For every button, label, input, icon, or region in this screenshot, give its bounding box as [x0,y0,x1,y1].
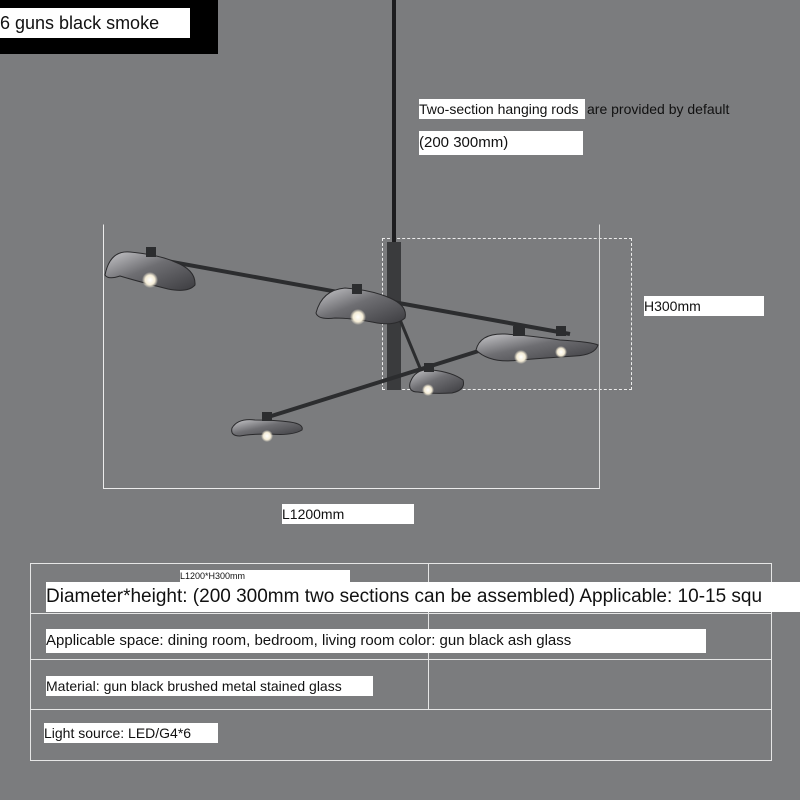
spec-space: Applicable space: dining room, bedroom, living room color: gun black ash glass [46,629,706,653]
lamp-shade [476,326,598,364]
rod-lengths-note: (200 300mm) [419,131,583,155]
table-divider [31,709,771,710]
lamp-shade [105,247,195,290]
rods-highlight-note: Two-section hanging rods [419,99,585,119]
spec-material: Material: gun black brushed metal stained glass [46,676,373,696]
rods-default-note: are provided by default [587,101,730,117]
length-label: L1200mm [282,504,414,524]
spec-light-source: Light source: LED/G4*6 [44,723,218,743]
spec-diameter: Diameter*height: (200 300mm two sections can be assembled) Applicable: 10-15 squ [46,582,800,612]
lamp-shade [410,363,464,396]
table-divider [31,659,771,660]
height-label: H300mm [644,296,764,316]
table-divider [31,613,771,614]
lamp-shade [232,412,303,442]
spec-size-small: L1200*H300mm [180,570,350,582]
product-title: 6 guns black smoke [0,8,190,38]
